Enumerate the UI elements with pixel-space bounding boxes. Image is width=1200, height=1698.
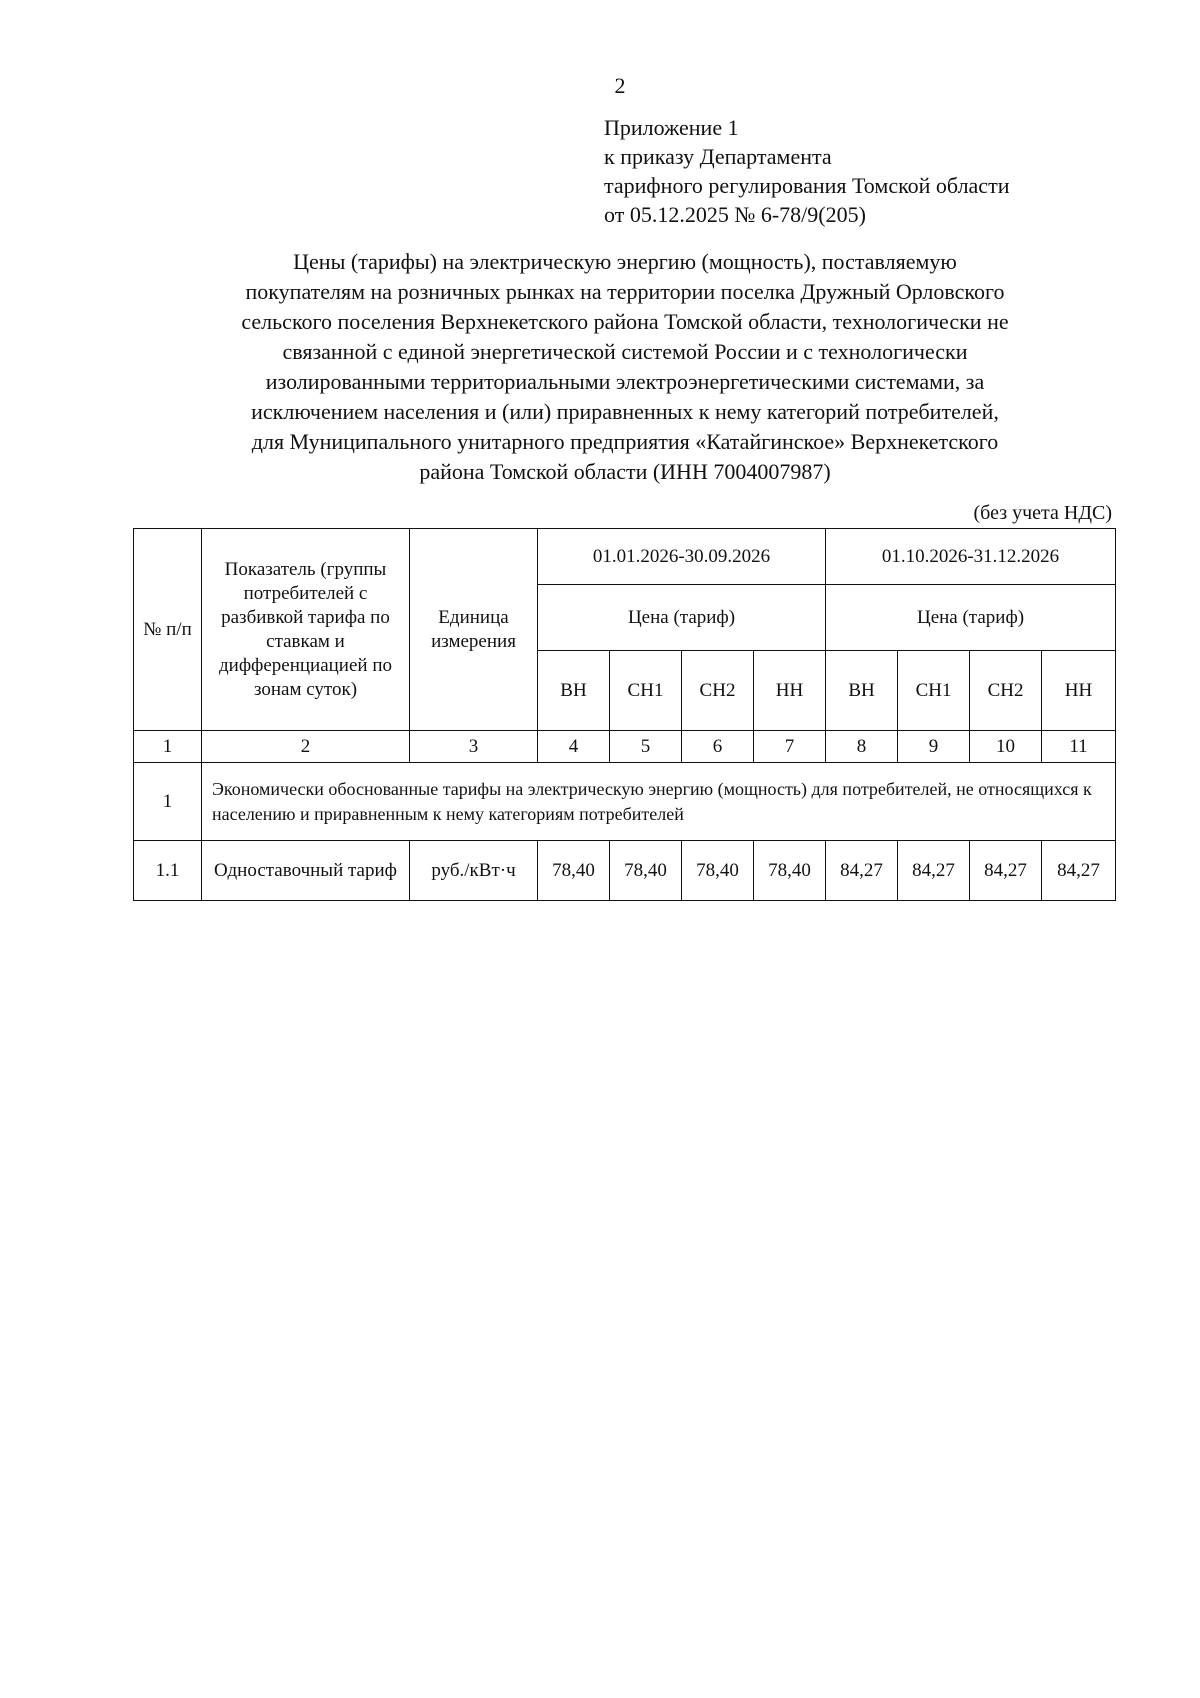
column-number: 7 (754, 731, 826, 763)
row-value: 84,27 (898, 841, 970, 901)
title-line: исключением населения и (или) приравненных к нему категорий потребителей, (251, 399, 999, 424)
header-period-1: 01.01.2026-30.09.2026 (538, 529, 826, 585)
row-value: 84,27 (970, 841, 1042, 901)
group-row (134, 763, 1116, 841)
title-line: сельского поселения Верхнекетского района Томской области, технологически не (241, 309, 1009, 334)
row-unit: руб./кВт·ч (410, 841, 538, 901)
column-number: 8 (826, 731, 898, 763)
group-text: Экономически обоснованные тарифы на электрическую энергию (мощность) для потребителей, не относящихся к населению и приравненным к нему категориям потребителей (202, 763, 1116, 841)
column-number: 1 (134, 731, 202, 763)
header-price-1: Цена (тариф) (538, 585, 826, 651)
row-value: 78,40 (754, 841, 826, 901)
row-value: 84,27 (1042, 841, 1116, 901)
title-line: Цены (тарифы) на электрическую энергию (мощность), поставляемую (293, 249, 957, 274)
row-num: 1.1 (134, 841, 202, 901)
vat-note: (без учета НДС) (973, 502, 1112, 524)
row-value: 78,40 (538, 841, 610, 901)
document-title (130, 247, 1120, 487)
column-number: 3 (410, 731, 538, 763)
table-row (134, 841, 1116, 901)
appendix-department: тарифного регулирования Томской области (604, 173, 1010, 198)
column-number: 4 (538, 731, 610, 763)
column-number: 6 (682, 731, 754, 763)
column-number: 2 (202, 731, 410, 763)
header-level: СН1 (898, 651, 970, 731)
appendix-order-ref: к приказу Департамента (604, 144, 832, 169)
header-period-2: 01.10.2026-31.12.2026 (826, 529, 1116, 585)
title-line: покупателям на розничных рынках на территории поселка Дружный Орловского (245, 279, 1005, 304)
header-level: СН2 (970, 651, 1042, 731)
header-level: ВН (538, 651, 610, 731)
header-level: ВН (826, 651, 898, 731)
title-line: связанной с единой энергетической системой России и с технологически (282, 339, 968, 364)
row-value: 78,40 (682, 841, 754, 901)
title-line: изолированными территориальными электроэнергетическими системами, за (265, 369, 985, 394)
header-level: НН (1042, 651, 1116, 731)
header-level: НН (754, 651, 826, 731)
title-line: района Томской области (ИНН 7004007987) (419, 459, 831, 484)
header-level: СН1 (610, 651, 682, 731)
appendix-order-date: от 05.12.2025 № 6-78/9(205) (604, 202, 866, 227)
column-number-row (134, 731, 1116, 763)
header-level: СН2 (682, 651, 754, 731)
page-number: 2 (614, 73, 626, 98)
column-number: 5 (610, 731, 682, 763)
row-value: 84,27 (826, 841, 898, 901)
header-price-2: Цена (тариф) (826, 585, 1116, 651)
header-num: № п/п (134, 529, 202, 731)
header-unit: Единица измерения (410, 529, 538, 731)
column-number: 11 (1042, 731, 1116, 763)
header-indicator: Показатель (группы потребителей с разбивкой тарифа по ставкам и дифференциацией по зонам суток) (202, 529, 410, 731)
header-row-periods (134, 529, 1116, 585)
row-name: Одноставочный тариф (202, 841, 410, 901)
group-num: 1 (134, 763, 202, 841)
title-line: для Муниципального унитарного предприятия «Катайгинское» Верхнекетского (251, 429, 999, 454)
appendix-header (604, 113, 1009, 229)
appendix-title: Приложение 1 (604, 115, 739, 140)
tariff-table (133, 528, 1116, 901)
row-value: 78,40 (610, 841, 682, 901)
column-number: 9 (898, 731, 970, 763)
column-number: 10 (970, 731, 1042, 763)
